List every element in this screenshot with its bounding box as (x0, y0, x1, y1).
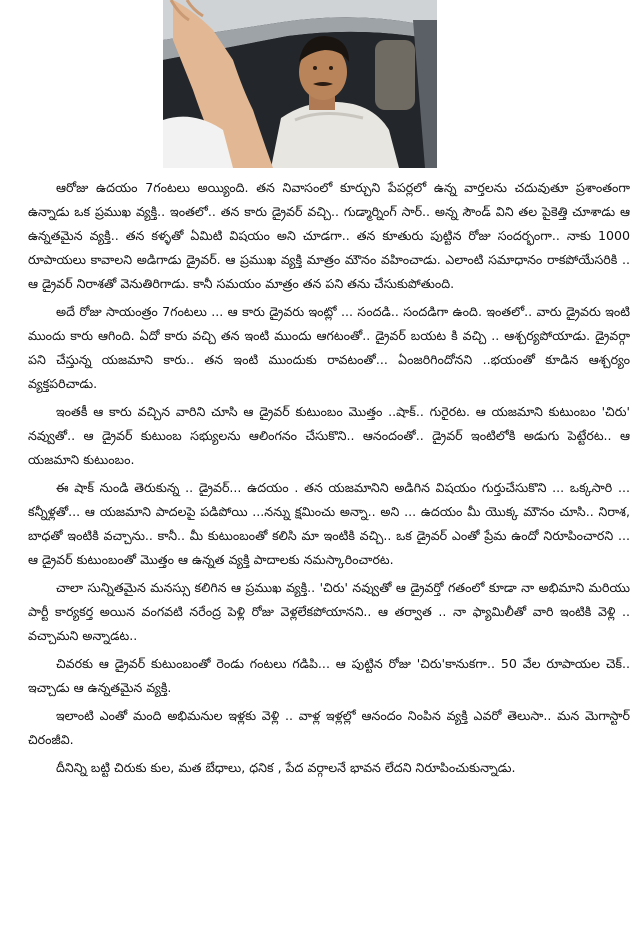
article-paragraph: ఇలాంటి ఎంతో మంది అభిమనుల ఇళ్లకు వెళ్లి .. వాళ్ల ఇళ్లల్లో ఆనందం నింపిన వ్యక్తి ఎవరో తెలుసా.. మన మెగాస్టార్ చిరంజీవి. (28, 708, 630, 747)
article-paragraph: ఈ షాక్ నుండి తెరుకున్న .. డ్రైవర్... ఉదయం . తన యజమానిని అడిగిన విషయం గుర్తుచేసుకొని ... ఒక్కసారి ... కన్నీళ్లతో... ఆ యజమాని పాదలపై పడిపోయి ...నన్ను క్షమించు అన్నా.. అని ... ఉదయం మీ యొక్క మౌనం చూసి.. నిరాశ, బాధతో ఇంటికి వచ్చాను.. కానీ.. మీ కుటుంబంతో కలిసి మా ఇంటికి వచ్చి.. ఒక డ్రైవర్ ఎంతో ప్రేమ ఉందో నిరూపించారని ... ఆ డ్రైవర్ కుటుంబంతో మొత్తం ఆ ఉన్నత వ్యక్తి పాదాలకు నమస్కారించారట. (28, 480, 630, 567)
article-paragraph: ఆరోజు ఉదయం 7గంటలు అయ్యింది. తన నివాసంలో కూర్చుని పేపర్లలో ఉన్న వార్తలను చదువుతూ ప్రశాంతంగా ఉన్నాడు ఒక ప్రముఖ వ్యక్తి.. ఇంతలో.. తన కారు డ్రైవర్ వచ్చి.. గుడ్మార్నింగ్ సార్.. అన్న సౌండ్ విని తల పైకెత్తి చూశాడు ఆ ఉన్నతమైన వ్యక్తి.. తన కళ్ళతో ఏమిటి విషయం అని చూడగా.. తన కూతురు పుట్టిన రోజు సందర్భంగా.. నాకు 1000 రూపాయలు కావాలని అడిగాడు డ్రైవర్. ఆ ప్రముఖ వ్యక్తి మాత్రం మౌనం వహించాడు. ఎలాంటి సమాధానం రాకపోయేసరికి .. ఆ డ్రైవర్ నిరాశతో వెనుతిరిగాడు. కానీ సమయం మాత్రం తన పని తను చేసుకుపోతుంది. (28, 180, 630, 291)
article-paragraph: చివరకు ఆ డ్రైవర్ కుటుంబంతో రెండు గంటలు గడిపి... ఆ పుట్టిన రోజు 'చిరు'కానుకగా.. 50 వేల రూపాయల చెక్.. ఇచ్చాడు ఆ ఉన్నతమైన వ్యక్తి. (28, 656, 630, 695)
article-paragraph: దీనిన్ని బట్టి చిరుకు కుల, మత బేధాలు, ధనిక , పేద వర్గాలనే భావన లేదని నిరూపించుకున్నాడు. (56, 760, 516, 775)
article-paragraph: చాలా సున్నితమైన మనస్సు కలిగిన ఆ ప్రముఖ వ్యక్తి.. 'చిరు' నవ్వుతో ఆ డ్రైవర్తో గతంలో కూడా నా అభిమాని మరియు పార్టీ కార్యకర్త అయిన వంగవటి నరేంద్ర పెళ్లి రోజు వెళ్లలేకపోయానని.. ఆ తర్వాత .. నా ఫ్యామిలీతో వారి ఇంటికి వెళ్లి .. వచ్చామని అన్నాడట.. (28, 580, 630, 643)
article-paragraph: ఇంతకీ ఆ కారు వచ్చిన వారిని చూసి ఆ డ్రైవర్ కుటుంబం మొత్తం ..షాక్.. గురైరట. ఆ యజమాని కుటుంబం 'చిరు' నవ్వుతో.. ఆ డ్రైవర్ కుటుంబ సభ్యులను ఆలింగనం చేసుకొని.. ఆనందంతో.. డ్రైవర్ ఇంటిలోకి అడుగు పెట్టేరట.. ఆ యజమాని కుటుంబం. (28, 404, 630, 467)
article-paragraph: అదే రోజు సాయంత్రం 7గంటలు ... ఆ కారు డ్రైవరు ఇంట్లో ... సందడి.. సందడిగా ఉంది. ఇంతలో.. వారు డ్రైవరు ఇంటి ముందు కారు ఆగింది. ఏదో కారు వచ్చి తన ఇంటి ముందు ఆగటంతో.. డ్రైవర్ బయట కి వచ్చి .. ఆశ్చర్యపోయాడు. డ్రైవర్గా పని చేస్తున్న యజమాని కారు.. తన ఇంటి ముందుకు రావటంతో... ఏంజరిగిందోనని ..భయంతో కూడిన ఆశ్చర్యం వ్యక్తపరిచాడు. (28, 304, 630, 391)
photo-illustration (163, 0, 437, 168)
article-body (28, 176, 630, 784)
article-photo (163, 0, 437, 168)
